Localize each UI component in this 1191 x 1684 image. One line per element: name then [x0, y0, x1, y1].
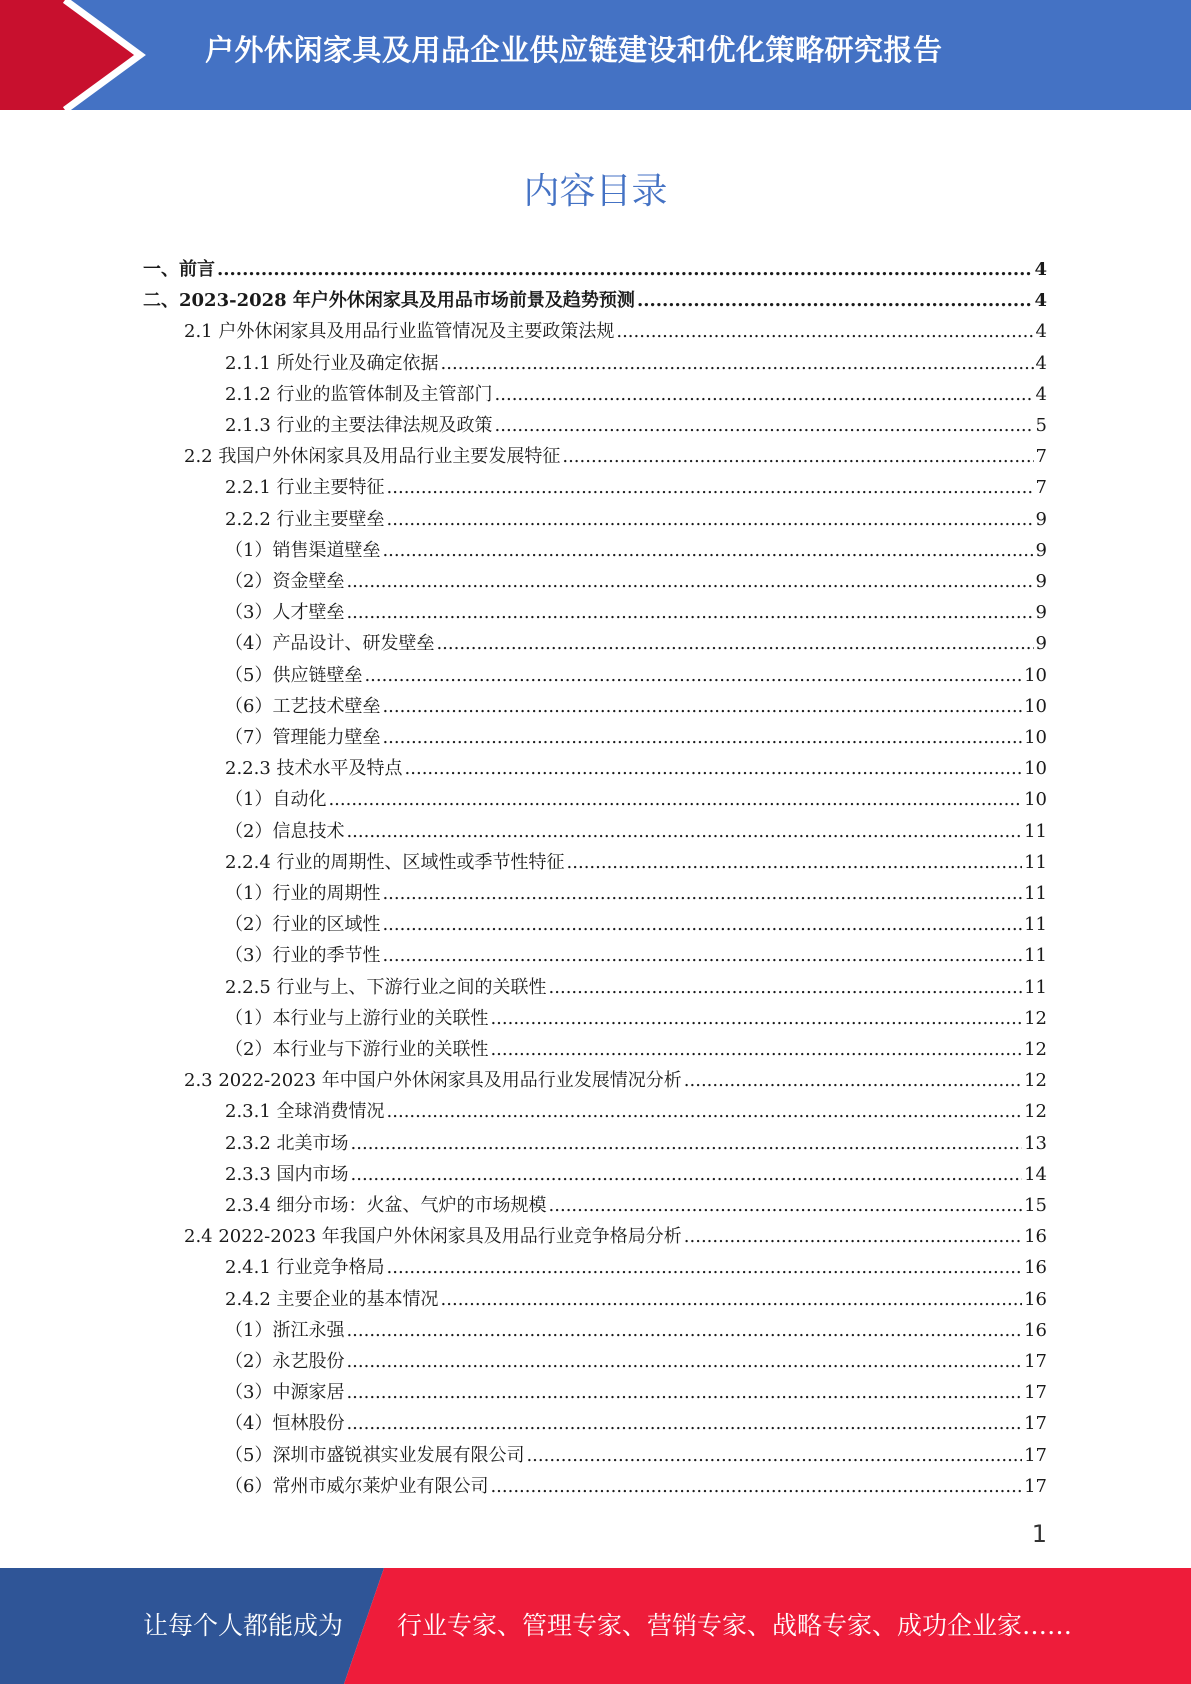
toc-entry-page: 17 — [1024, 1351, 1047, 1372]
toc-entry-page: 11 — [1024, 820, 1047, 842]
toc-entry-page: 11 — [1024, 883, 1047, 904]
toc-entry-page: 13 — [1024, 1132, 1047, 1154]
toc-leader-dots — [387, 504, 1034, 535]
toc-entry-label: 2.3 2022-2023 年中国户外休闲家具及用品行业发展情况分析 — [184, 1070, 682, 1092]
toc-entry-page: 12 — [1024, 1007, 1047, 1029]
toc-entry-page: 17 — [1024, 1475, 1047, 1497]
toc-leader-dots — [637, 285, 1033, 316]
toc-entry-page: 4 — [1034, 290, 1047, 312]
toc-entry-page: 4 — [1035, 383, 1047, 405]
toc-leader-dots — [405, 753, 1023, 784]
toc-leader-dots — [346, 1315, 1022, 1346]
page-number: 1 — [1031, 1520, 1047, 1548]
toc-entry-label: 2.2.1 行业主要特征 — [225, 477, 385, 499]
toc-leader-dots — [387, 472, 1034, 503]
toc-entry-label: 2.3.1 全球消费情况 — [225, 1101, 385, 1123]
toc-entry[interactable] — [225, 816, 1047, 847]
toc-entry-page: 9 — [1035, 539, 1047, 561]
toc-entry-label: （4）产品设计、研发壁垒 — [225, 633, 435, 655]
toc-entry-label: 一、前言 — [143, 259, 215, 280]
toc-entry[interactable] — [225, 847, 1047, 878]
toc-leader-dots — [549, 972, 1023, 1003]
toc-entry[interactable] — [225, 1096, 1047, 1127]
toc-entry[interactable] — [225, 940, 1047, 971]
toc-entry-page: 9 — [1035, 602, 1047, 624]
toc-entry[interactable] — [225, 379, 1047, 410]
toc-entry-label: （3）中源家居 — [225, 1382, 345, 1404]
toc-entry[interactable] — [225, 410, 1047, 441]
toc-entry-page: 4 — [1035, 321, 1047, 343]
toc-leader-dots — [328, 784, 1022, 815]
toc-entry-label: （4）恒林股份 — [225, 1413, 345, 1435]
footer-slogan-left: 让每个人都能成为 — [143, 1611, 344, 1640]
toc-leader-dots — [495, 379, 1034, 410]
toc-entry-label: （3）人才壁垒 — [225, 602, 345, 624]
toc-entry-label: 二、2023-2028 年户外休闲家具及用品市场前景及趋势预测 — [143, 290, 635, 312]
toc-entry-label: （1）行业的周期性 — [225, 883, 381, 904]
toc-leader-dots — [364, 660, 1022, 691]
report-header — [0, 0, 1191, 110]
toc-leader-dots — [567, 847, 1023, 878]
toc-entry-page: 11 — [1024, 976, 1047, 998]
toc-entry-label: （6）常州市威尔莱炉业有限公司 — [225, 1475, 489, 1497]
toc-entry-page: 11 — [1024, 945, 1047, 967]
toc-leader-dots — [351, 1159, 1023, 1190]
toc-entry-page: 10 — [1024, 664, 1047, 686]
toc-entry-label: 2.2.3 技术水平及特点 — [225, 758, 403, 780]
toc-entry-page: 7 — [1035, 446, 1047, 468]
toc-entry-page: 16 — [1024, 1226, 1047, 1248]
toc-entry[interactable] — [225, 722, 1047, 753]
toc-entry[interactable] — [225, 691, 1047, 722]
toc-entry-label: （1）浙江永强 — [225, 1319, 345, 1341]
toc-entry-page: 5 — [1035, 415, 1047, 436]
report-title: 户外休闲家具及用品企业供应链建设和优化策略研究报告 — [205, 33, 943, 67]
toc-leader-dots — [441, 1284, 1023, 1315]
toc-entry-label: （2）信息技术 — [225, 820, 345, 842]
toc-leader-dots — [346, 566, 1033, 597]
toc-entry[interactable] — [184, 1065, 1047, 1096]
toc-entry-page: 10 — [1024, 727, 1047, 748]
toc-entry[interactable] — [225, 753, 1047, 784]
toc-entry[interactable] — [184, 316, 1047, 347]
toc-leader-dots — [526, 1440, 1022, 1471]
toc-entry[interactable] — [225, 784, 1047, 815]
toc-entry[interactable] — [225, 909, 1047, 940]
toc-entry-label: （2）资金壁垒 — [225, 571, 345, 592]
toc-leader-dots — [346, 1408, 1022, 1439]
toc-entry-label: 2.4 2022-2023 年我国户外休闲家具及用品行业竞争格局分析 — [184, 1226, 682, 1248]
toc-entry[interactable] — [225, 1346, 1047, 1377]
toc-entry-page: 12 — [1024, 1070, 1047, 1092]
toc-entry[interactable] — [225, 1252, 1047, 1283]
toc-entry[interactable] — [143, 285, 1047, 316]
toc-leader-dots — [382, 940, 1022, 971]
toc-entry[interactable] — [184, 441, 1047, 472]
toc-leader-dots — [684, 1221, 1022, 1252]
toc-entry-label: 2.1.3 行业的主要法律法规及政策 — [225, 415, 493, 436]
toc-entry[interactable] — [225, 1377, 1047, 1408]
footer-slogan-right: 行业专家、管理专家、营销专家、战略专家、成功企业家…… — [397, 1611, 1073, 1640]
toc-leader-dots — [217, 254, 1032, 285]
toc-entry[interactable] — [225, 566, 1047, 597]
toc-entry[interactable] — [225, 1034, 1047, 1065]
toc-entry-page: 9 — [1035, 508, 1047, 530]
toc-leader-dots — [684, 1065, 1022, 1096]
toc-entry-label: 2.4.2 主要企业的基本情况 — [225, 1288, 439, 1310]
toc-entry[interactable] — [225, 504, 1047, 535]
toc-entry-page: 12 — [1024, 1039, 1047, 1060]
toc-leader-dots — [382, 722, 1022, 753]
toc-leader-dots — [346, 1346, 1022, 1377]
toc-entry-label: （2）本行业与下游行业的关联性 — [225, 1039, 489, 1060]
toc-entry[interactable] — [225, 1471, 1047, 1502]
toc-entry[interactable] — [225, 1284, 1047, 1315]
toc-entry-page: 4 — [1034, 259, 1047, 280]
toc-entry-label: 2.2.5 行业与上、下游行业之间的关联性 — [225, 976, 547, 998]
toc-entry-page: 10 — [1024, 695, 1047, 717]
toc-entry-label: 2.2 我国户外休闲家具及用品行业主要发展特征 — [184, 446, 561, 468]
toc-entry-page: 4 — [1035, 352, 1047, 374]
toc-leader-dots — [346, 816, 1022, 847]
toc-entry-label: （1）自动化 — [225, 789, 327, 811]
toc-entry-page: 10 — [1024, 789, 1047, 811]
toc-leader-dots — [387, 1096, 1023, 1127]
toc-entry-label: （7）管理能力壁垒 — [225, 727, 381, 748]
toc-entry[interactable] — [225, 1128, 1047, 1159]
toc-entry[interactable] — [225, 878, 1047, 909]
toc-entry[interactable] — [225, 535, 1047, 566]
toc-entry-page: 11 — [1024, 914, 1047, 936]
toc-entry-page: 17 — [1024, 1444, 1047, 1466]
toc-entry-label: （5）深圳市盛锐祺实业发展有限公司 — [225, 1444, 525, 1466]
toc-leader-dots — [490, 1471, 1022, 1502]
toc-entry[interactable] — [225, 597, 1047, 628]
toc-entry[interactable] — [225, 1315, 1047, 1346]
toc-entry-label: （1）销售渠道壁垒 — [225, 539, 381, 561]
toc-entry[interactable] — [225, 1190, 1047, 1221]
toc-entry-page: 16 — [1024, 1257, 1047, 1279]
toc-entry-label: （1）本行业与上游行业的关联性 — [225, 1007, 489, 1029]
toc-leader-dots — [382, 909, 1022, 940]
toc-entry-page: 7 — [1035, 477, 1047, 499]
toc-entry-label: 2.3.2 北美市场 — [225, 1132, 349, 1154]
toc-entry-page: 10 — [1024, 758, 1047, 780]
toc-heading: 内容目录 — [523, 171, 668, 212]
toc-entry-label: （2）永艺股份 — [225, 1351, 345, 1372]
toc-leader-dots — [490, 1034, 1022, 1065]
toc-entry[interactable] — [225, 972, 1047, 1003]
toc-entry[interactable] — [225, 1159, 1047, 1190]
toc-entry[interactable] — [225, 1003, 1047, 1034]
toc-leader-dots — [346, 597, 1033, 628]
toc-leader-dots — [436, 628, 1033, 659]
toc-leader-dots — [387, 1252, 1023, 1283]
toc-entry-label: 2.3.3 国内市场 — [225, 1163, 349, 1185]
toc-leader-dots — [562, 441, 1033, 472]
toc-entry-label: 2.3.4 细分市场：火盆、气炉的市场规模 — [225, 1195, 547, 1216]
toc-entry-label: 2.2.4 行业的周期性、区域性或季节性特征 — [225, 851, 565, 873]
toc-leader-dots — [382, 878, 1022, 909]
toc-entry-page: 16 — [1024, 1288, 1047, 1310]
toc-leader-dots — [495, 410, 1034, 441]
toc-entry-page: 15 — [1024, 1195, 1047, 1216]
toc-entry-page: 12 — [1024, 1101, 1047, 1123]
toc-entry-label: （3）行业的季节性 — [225, 945, 381, 967]
toc-entry-page: 9 — [1035, 571, 1047, 592]
toc-leader-dots — [346, 1377, 1022, 1408]
toc-entry[interactable] — [225, 1408, 1047, 1439]
toc-entry-page: 16 — [1024, 1319, 1047, 1341]
toc-leader-dots — [351, 1128, 1023, 1159]
toc-entry-page: 17 — [1024, 1382, 1047, 1404]
toc-leader-dots — [382, 535, 1033, 566]
toc-entry-page: 14 — [1024, 1163, 1047, 1185]
toc-entry-page: 9 — [1035, 633, 1047, 655]
toc-entry[interactable] — [225, 348, 1047, 379]
toc-entry-label: 2.4.1 行业竞争格局 — [225, 1257, 385, 1279]
toc-entry[interactable] — [184, 1221, 1047, 1252]
toc-entry[interactable] — [225, 628, 1047, 659]
toc-entry[interactable] — [143, 254, 1047, 285]
toc-leader-dots — [490, 1003, 1022, 1034]
toc-entry-label: 2.1.2 行业的监管体制及主管部门 — [225, 383, 493, 405]
toc-leader-dots — [549, 1190, 1023, 1221]
report-footer — [0, 1568, 1191, 1684]
toc-entry-label: 2.1 户外休闲家具及用品行业监管情况及主要政策法规 — [184, 321, 615, 343]
toc-leader-dots — [616, 316, 1033, 347]
toc-leader-dots — [382, 691, 1022, 722]
toc-entry-page: 11 — [1024, 851, 1047, 873]
toc-entry[interactable] — [225, 472, 1047, 503]
toc-entry-label: （2）行业的区域性 — [225, 914, 381, 936]
toc-entry[interactable] — [225, 660, 1047, 691]
toc-entry-label: （6）工艺技术壁垒 — [225, 695, 381, 717]
toc-entry-label: 2.1.1 所处行业及确定依据 — [225, 352, 439, 374]
toc-entry-label: （5）供应链壁垒 — [225, 664, 363, 686]
toc-entry[interactable] — [225, 1440, 1047, 1471]
toc-entry-page: 17 — [1024, 1413, 1047, 1435]
toc-leader-dots — [441, 348, 1034, 379]
toc-entry-label: 2.2.2 行业主要壁垒 — [225, 508, 385, 530]
